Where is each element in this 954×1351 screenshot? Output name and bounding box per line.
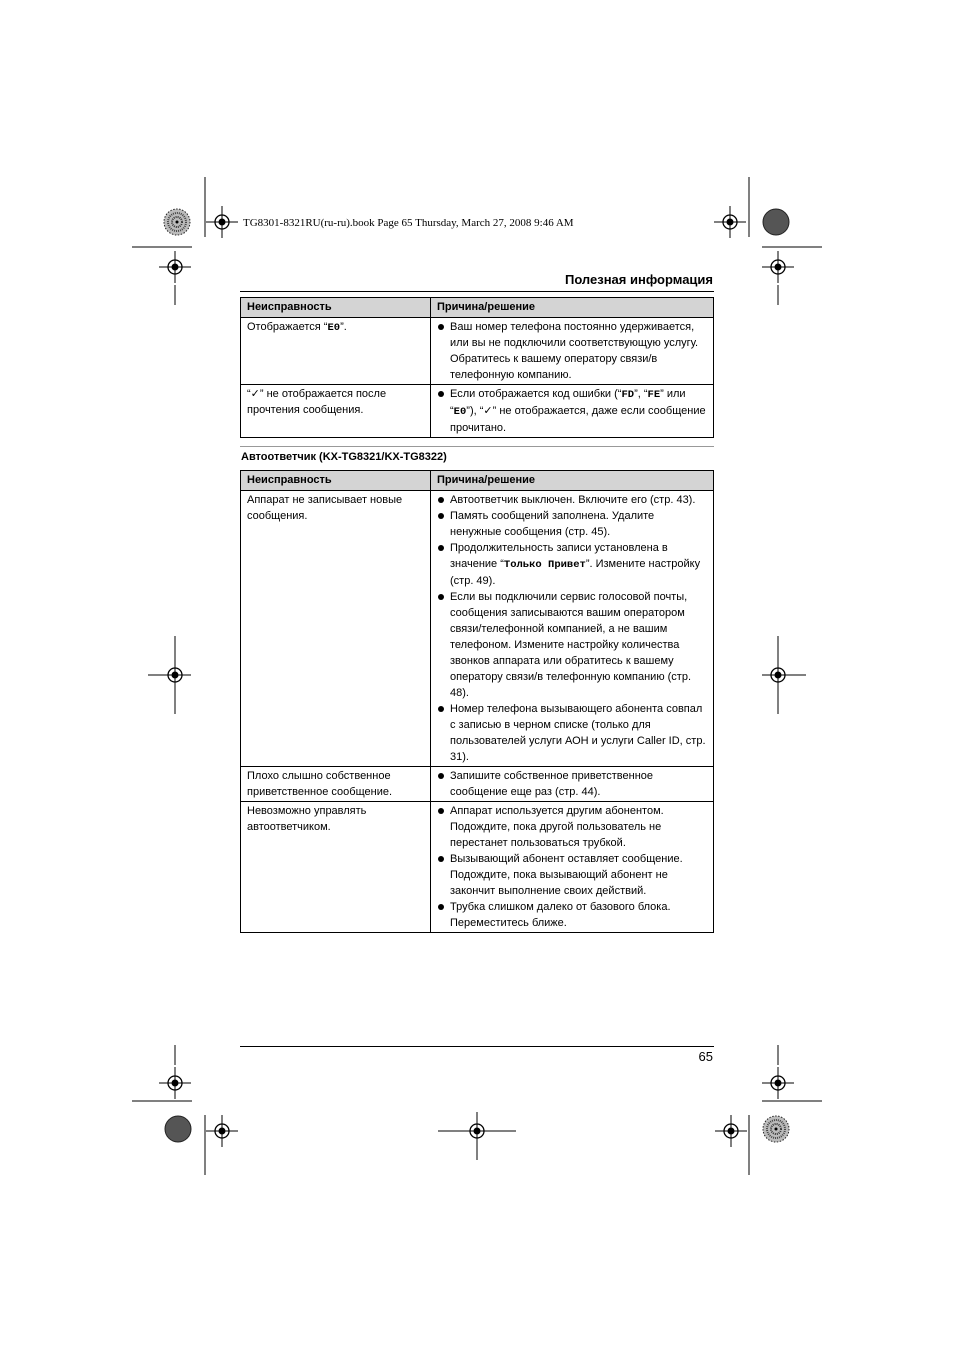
list-item: Память сообщений заполнена. Удалите ненужные сообщения (стр. 45). [437,508,707,540]
section-title: Полезная информация [564,272,713,287]
list-item: Ваш номер телефона постоянно удерживается, или вы не подключили соответствующую услугу. Обратитесь к вашему оператору связи/в телефонную компанию. [437,319,707,383]
list-item: Автоответчик выключен. Включите его (стр. 43). [437,492,707,508]
registration-mark-icon [762,251,794,283]
problem-cell: Отображается “E0”. [241,318,431,385]
list-item: Трубка слишком далеко от базового блока. Переместитесь ближе. [437,899,707,931]
list-item: Если отображается код ошибки (“FD”, “FE” или “E0”), “✓” не отображается, даже если сообщение прочитано. [437,386,707,436]
footer-rule [240,1046,714,1047]
checkmark-icon: ✓ [250,388,260,400]
display-code-e0: E0 [453,406,467,418]
subsection-title: Автоответчик (KX-TG8321/KX-TG8322) [241,451,447,463]
registration-mark-icon [159,251,191,283]
section-rule [240,291,714,292]
registration-sunburst-icon [763,1116,789,1142]
troubleshooting-table-answering-machine [240,470,714,933]
list-item: Номер телефона вызывающего абонента совпал с записью в черном списке (только для пользователей услуги АОН и услуги Caller ID, стр. 31). [437,701,707,765]
problem-cell: Плохо слышно собственное приветственное сообщение. [241,767,431,802]
registration-mark-icon [762,1067,794,1099]
registration-dot-icon [763,209,789,235]
registration-mark-icon [159,1067,191,1099]
troubleshooting-table-general [240,297,714,438]
table-row [241,318,714,385]
column-header-solution: Причина/решение [431,471,714,491]
column-header-problem: Неисправность [241,471,431,491]
registration-mark-icon [206,1115,238,1147]
display-code-fe: FE [647,389,661,401]
column-header-solution: Причина/решение [431,298,714,318]
display-code-e0: E0 [327,322,341,334]
solution-cell [431,385,714,438]
problem-cell: Невозможно управлять автоответчиком. [241,802,431,933]
list-item: Если вы подключили сервис голосовой почты, сообщения записываются вашим оператором связи/телефонной компанией, а не вашим телефоном. Измените настройку количества звонков аппарата или обратитесь к вашему оператору связи/в телефонную компанию (стр. 48). [437,589,707,701]
list-item: Вызывающий абонент оставляет сообщение. Подождите, пока вызывающий абонент не закончит выполнение своих действий. [437,851,707,899]
problem-cell: Аппарат не записывает новые сообщения. [241,491,431,767]
checkmark-icon: ✓ [483,405,493,417]
problem-cell: “✓” не отображается после прочтения сообщения. [241,385,431,438]
column-header-problem: Неисправность [241,298,431,318]
solution-cell [431,491,714,767]
list-item: Аппарат используется другим абонентом. Подождите, пока другой пользователь не перестанет пользоваться трубкой. [437,803,707,851]
table-row [241,491,714,767]
display-code-fd: FD [621,389,635,401]
list-item: Запишите собственное приветственное сообщение еще раз (стр. 44). [437,768,707,800]
registration-dot-icon [165,1116,191,1142]
registration-mark-icon [715,1115,747,1147]
list-item: Продолжительность записи установлена в значение “Только Привет”. Измените настройку (стр. 49). [437,540,707,589]
table-row [241,385,714,438]
page-number: 65 [698,1049,713,1064]
table-row [241,802,714,933]
solution-cell [431,802,714,933]
divider [240,446,714,447]
registration-mark-icon [206,206,238,238]
solution-cell [431,767,714,802]
registration-mark-icon [714,206,746,238]
print-header: TG8301-8321RU(ru-ru).book Page 65 Thursday, March 27, 2008 9:46 AM [243,217,574,229]
table-row [241,767,714,802]
solution-cell [431,318,714,385]
registration-sunburst-icon [164,209,190,235]
setting-value: Только Привет [503,559,586,571]
